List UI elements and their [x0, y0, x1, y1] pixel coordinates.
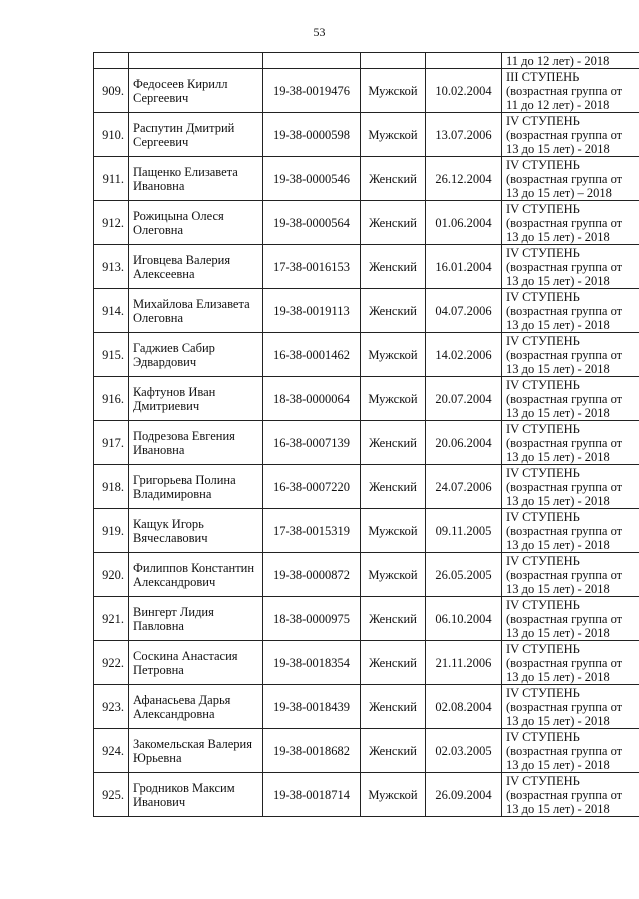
registry-table-body [94, 53, 639, 817]
table-row [94, 69, 639, 113]
birth-date: 01.06.2004 [435, 215, 492, 230]
row-number: 916. [102, 391, 124, 406]
level-title: IV СТУПЕНЬ [506, 641, 580, 656]
cell-number [94, 377, 129, 421]
person-patronymic: Александрович [133, 574, 216, 589]
row-number: 909. [102, 83, 124, 98]
cell-name [129, 465, 263, 509]
participant-id: 19-38-0018682 [272, 743, 351, 758]
cell-id [263, 157, 361, 201]
cell-sex [361, 157, 426, 201]
person-patronymic: Александровна [133, 706, 215, 721]
participant-id: 18-38-0000975 [272, 611, 351, 626]
row-number: 923. [102, 699, 124, 714]
row-number: 917. [102, 435, 124, 450]
person-surname-name: Подрезова Евгения [133, 428, 235, 443]
level-title: IV СТУПЕНЬ [506, 553, 580, 568]
row-number: 925. [102, 787, 124, 802]
cell-sex [361, 729, 426, 773]
cell-sex [361, 597, 426, 641]
person-patronymic: Алексеевна [133, 266, 195, 281]
cell-name [129, 333, 263, 377]
cell-number [94, 773, 129, 817]
cell-birth-date [426, 421, 502, 465]
level-title: IV СТУПЕНЬ [506, 729, 580, 744]
level-age-range: 13 до 15 лет) – 2018 [506, 185, 612, 200]
birth-date: 26.12.2004 [435, 171, 492, 186]
table-row [94, 157, 639, 201]
cell-name [129, 421, 263, 465]
cell-sex [361, 773, 426, 817]
birth-date: 06.10.2004 [435, 611, 492, 626]
cell-sex [361, 245, 426, 289]
cell-name [129, 157, 263, 201]
cell-name [129, 773, 263, 817]
cell-name [129, 69, 263, 113]
cell-birth-date [426, 201, 502, 245]
cell-level [502, 333, 639, 377]
cell-id [263, 377, 361, 421]
level-age-group: (возрастная группа от [506, 435, 623, 450]
row-number: 924. [102, 743, 124, 758]
level-title: IV СТУПЕНЬ [506, 377, 580, 392]
level-age-range: 13 до 15 лет) - 2018 [506, 141, 610, 156]
birth-date: 04.07.2006 [435, 303, 492, 318]
participant-sex: Женский [369, 479, 417, 494]
birth-date: 20.07.2004 [435, 391, 492, 406]
cell-birth-date [426, 157, 502, 201]
row-number: 913. [102, 259, 124, 274]
cell-number [94, 597, 129, 641]
cell-birth-date [426, 465, 502, 509]
cell-number [94, 685, 129, 729]
level-title: IV СТУПЕНЬ [506, 201, 580, 216]
person-surname-name: Соскина Анастасия [133, 648, 238, 663]
participant-sex: Женский [369, 215, 417, 230]
level-title: IV СТУПЕНЬ [506, 157, 580, 172]
person-surname-name: Вингерт Лидия [133, 604, 214, 619]
cell-name [129, 53, 263, 69]
participant-id: 19-38-0000872 [272, 567, 351, 582]
level-age-range: 13 до 15 лет) - 2018 [506, 669, 610, 684]
cell-birth-date [426, 113, 502, 157]
level-title: IV СТУПЕНЬ [506, 597, 580, 612]
person-patronymic: Сергеевич [133, 90, 189, 105]
table-row [94, 553, 639, 597]
cell-number [94, 157, 129, 201]
participant-id: 16-38-0007220 [272, 479, 351, 494]
cell-birth-date [426, 289, 502, 333]
cell-number [94, 641, 129, 685]
cell-id [263, 201, 361, 245]
level-age-range: 13 до 15 лет) - 2018 [506, 317, 610, 332]
person-surname-name: Михайлова Елизавета [133, 296, 250, 311]
cell-id [263, 641, 361, 685]
level-age-group: (возрастная группа от [506, 259, 623, 274]
person-surname-name: Григорьева Полина [133, 472, 236, 487]
person-surname-name: Распутин Дмитрий [133, 120, 235, 135]
level-age-group: (возрастная группа от [506, 743, 623, 758]
participant-id: 19-38-0000598 [272, 127, 351, 142]
cell-sex [361, 289, 426, 333]
level-age-group: (возрастная группа от [506, 171, 623, 186]
person-patronymic: Ивановна [133, 178, 185, 193]
cell-id [263, 773, 361, 817]
cell-number [94, 113, 129, 157]
participant-sex: Мужской [368, 127, 418, 142]
person-surname-name: Гаджиев Сабир [133, 340, 215, 355]
birth-date: 21.11.2006 [435, 655, 492, 670]
cell-id [263, 509, 361, 553]
participant-id: 16-38-0001462 [272, 347, 351, 362]
cell-number [94, 69, 129, 113]
participant-id: 19-38-0018714 [272, 787, 351, 802]
participant-sex: Женский [369, 171, 417, 186]
cell-level [502, 729, 639, 773]
level-age-range: 13 до 15 лет) - 2018 [506, 229, 610, 244]
cell-birth-date [426, 377, 502, 421]
birth-date: 02.03.2005 [435, 743, 492, 758]
participant-sex: Мужской [368, 347, 418, 362]
person-patronymic: Ивановна [133, 442, 185, 457]
cell-birth-date [426, 597, 502, 641]
cell-level [502, 69, 639, 113]
cell-birth-date [426, 685, 502, 729]
row-number: 911. [102, 171, 124, 186]
cell-number [94, 729, 129, 773]
cell-name [129, 597, 263, 641]
row-number: 920. [102, 567, 124, 582]
cell-id [263, 421, 361, 465]
level-age-group: (возрастная группа от [506, 655, 623, 670]
row-number: 915. [102, 347, 124, 362]
cell-sex [361, 641, 426, 685]
cell-name [129, 377, 263, 421]
cell-level [502, 465, 639, 509]
level-age-group: (возрастная группа от [506, 479, 623, 494]
participant-sex: Женский [369, 435, 417, 450]
table-row [94, 113, 639, 157]
cell-sex [361, 421, 426, 465]
cell-level [502, 245, 639, 289]
level-title: IV СТУПЕНЬ [506, 773, 580, 788]
person-patronymic: Дмитриевич [133, 398, 200, 413]
level-age-range: 13 до 15 лет) - 2018 [506, 713, 610, 728]
participant-sex: Женский [369, 699, 417, 714]
participant-sex: Женский [369, 611, 417, 626]
level-age-group: (возрастная группа от [506, 83, 623, 98]
table-row [94, 597, 639, 641]
table-row [94, 421, 639, 465]
participant-sex: Женский [369, 655, 417, 670]
level-title: IV СТУПЕНЬ [506, 421, 580, 436]
cell-sex [361, 201, 426, 245]
level-age-range: 13 до 15 лет) - 2018 [506, 801, 610, 816]
person-patronymic: Вячеславович [133, 530, 208, 545]
person-patronymic: Эдвардович [133, 354, 197, 369]
level-age-range: 13 до 15 лет) - 2018 [506, 273, 610, 288]
page-number: 53 [313, 25, 326, 39]
person-surname-name: Филиппов Константин [133, 560, 255, 575]
cell-name [129, 685, 263, 729]
participant-id: 19-38-0019113 [273, 303, 350, 318]
person-surname-name: Федосеев Кирилл [133, 76, 228, 91]
person-surname-name: Рожицына Олеся [133, 208, 224, 223]
participant-sex: Женский [369, 743, 417, 758]
cell-sex [361, 333, 426, 377]
level-age-range: 13 до 15 лет) - 2018 [506, 625, 610, 640]
cell-name [129, 641, 263, 685]
level-age-group: (возрастная группа от [506, 391, 623, 406]
row-number: 912. [102, 215, 124, 230]
row-number: 922. [102, 655, 124, 670]
birth-date: 09.11.2005 [435, 523, 492, 538]
birth-date: 24.07.2006 [435, 479, 492, 494]
person-patronymic: Павловна [133, 618, 184, 633]
cell-number [94, 509, 129, 553]
registry-table [93, 52, 639, 817]
person-surname-name: Закомельская Валерия [133, 736, 252, 751]
level-age-group: (возрастная группа от [506, 699, 623, 714]
level-age-group: (возрастная группа от [506, 303, 623, 318]
person-surname-name: Пащенко Елизавета [133, 164, 238, 179]
cell-id [263, 685, 361, 729]
person-patronymic: Олеговна [133, 310, 184, 325]
level-age-range: 13 до 15 лет) - 2018 [506, 581, 610, 596]
cell-birth-date [426, 245, 502, 289]
table-row [94, 773, 639, 817]
row-number: 914. [102, 303, 124, 318]
row-number: 918. [102, 479, 124, 494]
cell-number [94, 245, 129, 289]
person-patronymic: Владимировна [133, 486, 212, 501]
cell-id [263, 729, 361, 773]
table-row [94, 245, 639, 289]
level-title: IV СТУПЕНЬ [506, 113, 580, 128]
cell-sex [361, 53, 426, 69]
cell-sex [361, 553, 426, 597]
cell-birth-date [426, 509, 502, 553]
table-row [94, 465, 639, 509]
cell-sex [361, 377, 426, 421]
cell-id [263, 53, 361, 69]
cell-level [502, 597, 639, 641]
cell-name [129, 509, 263, 553]
row-number: 910. [102, 127, 124, 142]
person-patronymic: Иванович [133, 794, 186, 809]
cell-birth-date [426, 69, 502, 113]
row-number: 921. [102, 611, 124, 626]
table-row-continuation [94, 53, 639, 69]
row-number: 919. [102, 523, 124, 538]
cell-level [502, 421, 639, 465]
cell-number [94, 201, 129, 245]
level-age-group: (возрастная группа от [506, 611, 623, 626]
participant-sex: Женский [369, 303, 417, 318]
cell-birth-date [426, 53, 502, 69]
cell-id [263, 597, 361, 641]
participant-id: 16-38-0007139 [272, 435, 351, 450]
cell-number [94, 53, 129, 69]
level-age-range: 13 до 15 лет) - 2018 [506, 361, 610, 376]
cell-birth-date [426, 773, 502, 817]
birth-date: 26.09.2004 [435, 787, 492, 802]
birth-date: 20.06.2004 [435, 435, 492, 450]
table-row [94, 641, 639, 685]
table-row [94, 729, 639, 773]
level-age-group: (возрастная группа от [506, 567, 623, 582]
level-age-range: 13 до 15 лет) - 2018 [506, 405, 610, 420]
level-title: IV СТУПЕНЬ [506, 509, 580, 524]
cell-number [94, 553, 129, 597]
table-row [94, 333, 639, 377]
table-row [94, 289, 639, 333]
participant-id: 19-38-0018354 [272, 655, 351, 670]
level-title: IV СТУПЕНЬ [506, 465, 580, 480]
level-title: IV СТУПЕНЬ [506, 289, 580, 304]
cell-level [502, 509, 639, 553]
cell-name [129, 113, 263, 157]
table-row [94, 509, 639, 553]
level-age-range: 13 до 15 лет) - 2018 [506, 537, 610, 552]
person-surname-name: Иговцева Валерия [133, 252, 231, 267]
birth-date: 13.07.2006 [435, 127, 492, 142]
cell-sex [361, 509, 426, 553]
level-age-group: (возрастная группа от [506, 523, 623, 538]
cell-level [502, 377, 639, 421]
birth-date: 14.02.2006 [435, 347, 492, 362]
cell-level [502, 685, 639, 729]
cell-level [502, 553, 639, 597]
cell-sex [361, 685, 426, 729]
birth-date: 26.05.2005 [435, 567, 492, 582]
cell-id [263, 289, 361, 333]
participant-id: 19-38-0019476 [272, 83, 351, 98]
level-title: IV СТУПЕНЬ [506, 685, 580, 700]
participant-id: 17-38-0015319 [272, 523, 351, 538]
participant-sex: Мужской [368, 787, 418, 802]
cell-name [129, 201, 263, 245]
cell-id [263, 553, 361, 597]
level-age-group: (возрастная группа от [506, 215, 623, 230]
cell-id [263, 245, 361, 289]
participant-sex: Мужской [368, 83, 418, 98]
level-age-range: 13 до 15 лет) - 2018 [506, 493, 610, 508]
person-surname-name: Кащук Игорь [133, 516, 204, 531]
cell-name [129, 289, 263, 333]
participant-id: 19-38-0000546 [272, 171, 351, 186]
level-age-group: (возрастная группа от [506, 347, 623, 362]
cell-level [502, 289, 639, 333]
participant-id: 19-38-0000564 [272, 215, 351, 230]
cell-level [502, 641, 639, 685]
person-patronymic: Юрьевна [133, 750, 182, 765]
birth-date: 16.01.2004 [435, 259, 492, 274]
cell-name [129, 729, 263, 773]
participant-sex: Мужской [368, 523, 418, 538]
cell-number [94, 289, 129, 333]
cell-id [263, 69, 361, 113]
cell-id [263, 465, 361, 509]
cell-level: 11 до 12 лет) - 2018 [502, 53, 639, 69]
person-surname-name: Афанасьева Дарья [133, 692, 231, 707]
cell-level [502, 157, 639, 201]
birth-date: 02.08.2004 [435, 699, 492, 714]
person-patronymic: Олеговна [133, 222, 184, 237]
level-age-group: (возрастная группа от [506, 127, 623, 142]
person-patronymic: Петровна [133, 662, 184, 677]
participant-id: 17-38-0016153 [272, 259, 351, 274]
cell-level [502, 201, 639, 245]
cell-sex [361, 113, 426, 157]
cell-number [94, 333, 129, 377]
table-row [94, 685, 639, 729]
level-title: IV СТУПЕНЬ [506, 245, 580, 260]
cell-sex [361, 465, 426, 509]
participant-sex: Мужской [368, 567, 418, 582]
participant-id: 19-38-0018439 [272, 699, 351, 714]
level-age-group: (возрастная группа от [506, 787, 623, 802]
level-title: IV СТУПЕНЬ [506, 333, 580, 348]
cell-id [263, 333, 361, 377]
cell-birth-date [426, 729, 502, 773]
participant-sex: Мужской [368, 391, 418, 406]
person-patronymic: Сергеевич [133, 134, 189, 149]
cell-birth-date [426, 553, 502, 597]
level-age-range: 11 до 12 лет) - 2018 [506, 97, 610, 112]
birth-date: 10.02.2004 [435, 83, 492, 98]
person-surname-name: Гродников Максим [133, 780, 235, 795]
level-age-range: 13 до 15 лет) - 2018 [506, 449, 610, 464]
cell-id [263, 113, 361, 157]
cell-sex [361, 69, 426, 113]
cell-level [502, 113, 639, 157]
person-surname-name: Кафтунов Иван [133, 384, 216, 399]
participant-id: 18-38-0000064 [272, 391, 351, 406]
cell-birth-date [426, 333, 502, 377]
cell-name [129, 553, 263, 597]
cell-number [94, 465, 129, 509]
level-age-range: 13 до 15 лет) - 2018 [506, 757, 610, 772]
table-row [94, 377, 639, 421]
cell-name [129, 245, 263, 289]
participant-sex: Женский [369, 259, 417, 274]
cell-level [502, 773, 639, 817]
cell-birth-date [426, 641, 502, 685]
cell-number [94, 421, 129, 465]
level-title: III СТУПЕНЬ [506, 69, 580, 84]
table-row [94, 201, 639, 245]
